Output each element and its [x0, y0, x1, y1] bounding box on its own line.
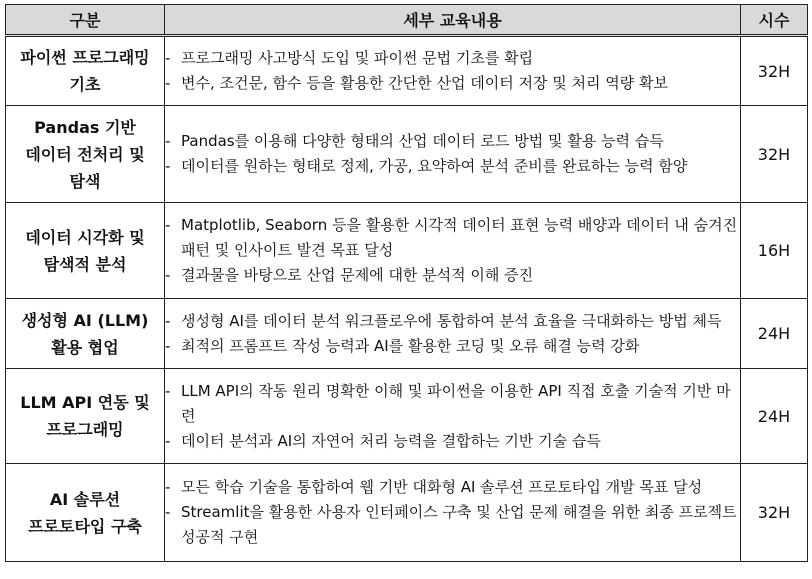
subject-line: 활용 협업: [51, 337, 119, 357]
hours-cell: 32H: [741, 464, 808, 562]
detail-item: - 모든 학습 기술을 통합하여 웹 기반 대화형 AI 솔루션 프로토타입 개발 목표 달성: [165, 475, 740, 500]
subject-line: 프로토타입 구축: [28, 516, 142, 536]
subject-line: 탐색적 분석: [43, 254, 127, 274]
subject-cell: [6, 369, 165, 464]
table-row: [6, 36, 808, 106]
subject-cell: [6, 203, 165, 299]
subject-line: 파이썬 프로그래밍: [20, 48, 150, 67]
detail-item: - 결과물을 바탕으로 산업 문제에 대한 분석적 이해 증진: [165, 263, 740, 288]
hours-cell: 32H: [741, 36, 808, 106]
details-cell: [165, 106, 741, 203]
detail-item: - 생성형 AI를 데이터 분석 워크플로우에 통합하여 분석 효율을 극대화하는 방법 체득: [165, 309, 740, 334]
header-row: [6, 5, 808, 36]
detail-item: - Pandas를 이용해 다양한 형태의 산업 데이터 로드 방법 및 활용 능력 습득: [165, 129, 740, 154]
subject-line: 탐색: [69, 171, 101, 191]
details-cell: [165, 464, 741, 562]
subject-line: Pandas 기반: [34, 117, 136, 137]
subject-line: 프로그래밍: [46, 420, 124, 439]
curriculum-table: [5, 4, 808, 562]
detail-item: - LLM API의 작동 원리 명확한 이해 및 파이썬을 이용한 API 직접 호출 기술적 기반 마련: [165, 379, 740, 429]
subject-line: 데이터 시각화 및: [25, 227, 145, 247]
hours-cell: 16H: [741, 203, 808, 299]
details-cell: [165, 299, 741, 369]
table-row: [6, 299, 808, 369]
details-cell: [165, 203, 741, 299]
subject-line: 데이터 전처리 및: [25, 144, 145, 164]
subject-cell: [6, 299, 165, 369]
table-row: [6, 203, 808, 299]
table-row: [6, 106, 808, 203]
detail-item: - 데이터 분석과 AI의 자연어 처리 능력을 결합하는 기반 기술 습득: [165, 429, 740, 454]
subject-cell: [6, 106, 165, 203]
details-cell: [165, 36, 741, 106]
subject-line: LLM API 연동 및: [20, 393, 150, 412]
detail-item: - Matplotlib, Seaborn 등을 활용한 시각적 데이터 표현 능력 배양과 데이터 내 숨겨진 패턴 및 인사이트 발견 목표 달성: [165, 213, 740, 263]
header-hours: 시수: [741, 5, 808, 36]
table-row: [6, 464, 808, 562]
detail-item: - 데이터를 원하는 형태로 정제, 가공, 요약하여 분석 준비를 완료하는 능력 함양: [165, 154, 740, 179]
table-row: [6, 369, 808, 464]
detail-item: - 최적의 프롬프트 작성 능력과 AI를 활용한 코딩 및 오류 해결 능력 강화: [165, 334, 740, 359]
detail-item: - Streamlit을 활용한 사용자 인터페이스 구축 및 산업 문제 해결을 위한 최종 프로젝트 성공적 구현: [165, 500, 740, 550]
header-subject: 구분: [6, 5, 165, 36]
details-cell: [165, 369, 741, 464]
detail-item: - 변수, 조건문, 함수 등을 활용한 간단한 산업 데이터 저장 및 처리 역량 확보: [165, 71, 740, 96]
subject-line: 기초: [69, 75, 101, 94]
subject-line: 생성형 AI (LLM): [21, 310, 149, 330]
header-details: 세부 교육내용: [165, 5, 741, 36]
hours-cell: 32H: [741, 106, 808, 203]
subject-cell: [6, 464, 165, 562]
hours-cell: 24H: [741, 369, 808, 464]
detail-item: - 프로그래밍 사고방식 도입 및 파이썬 문법 기초를 확립: [165, 46, 740, 71]
subject-cell: [6, 36, 165, 106]
subject-line: AI 솔루션: [49, 489, 121, 509]
hours-cell: 24H: [741, 299, 808, 369]
